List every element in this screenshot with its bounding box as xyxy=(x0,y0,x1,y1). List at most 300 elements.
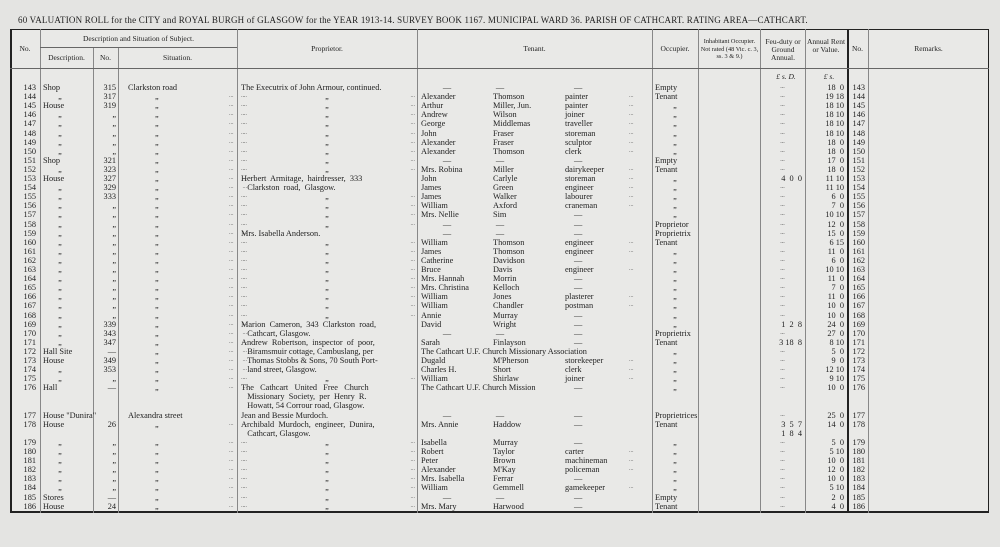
row-number-right: 163 xyxy=(852,265,865,274)
description: „ xyxy=(58,192,62,202)
table-row xyxy=(0,265,1000,274)
street-number: 353 xyxy=(103,365,116,375)
tenant-occupation: — xyxy=(574,337,583,347)
tenant-surname: — xyxy=(495,228,505,238)
row-number-right: 184 xyxy=(852,483,865,493)
street-number: „ xyxy=(112,301,116,311)
row-number: 164 xyxy=(23,274,36,284)
feu-duty: 1 2 8 xyxy=(781,319,802,329)
row-number-right: 152 xyxy=(852,164,865,174)
situation: „ ... xyxy=(155,311,156,320)
row-number-right: 167 xyxy=(852,301,865,311)
header-rule xyxy=(10,68,989,69)
row-number-right: 176 xyxy=(852,383,865,393)
situation: „ ... xyxy=(155,365,156,374)
tenant-surname: Harwood xyxy=(493,501,524,511)
annual-rent: 18 0 xyxy=(827,137,844,147)
row-number-right: 161 xyxy=(852,246,865,256)
proprietor: Cathcart, Glasgow. xyxy=(241,328,311,338)
tenant-surname: Murray xyxy=(493,437,518,447)
table-row xyxy=(0,274,1000,283)
description: House xyxy=(43,174,65,183)
tenant-surname: Fraser xyxy=(493,137,514,147)
tenant-surname: — xyxy=(495,328,505,338)
table-row xyxy=(0,83,1000,92)
proprietor-ditto: ... „ ... xyxy=(237,438,417,447)
row-number: 144 xyxy=(23,92,36,102)
annual-rent: 25 0 xyxy=(827,410,844,420)
situation: „ ... xyxy=(155,210,156,219)
description: Hall Site xyxy=(43,346,73,356)
row-number-right: 160 xyxy=(852,237,865,247)
row-number-right: 178 xyxy=(852,419,865,429)
tenant-surname: Walker xyxy=(493,192,517,202)
header-situation: Situation. xyxy=(163,53,192,62)
description: House "Dunira" xyxy=(43,410,97,420)
tenant-occupation: labourer ... xyxy=(565,192,645,201)
table-row xyxy=(0,311,1000,320)
table-row xyxy=(0,383,1000,410)
occupier-status: Empty xyxy=(655,492,678,502)
table-row xyxy=(0,447,1000,456)
street-number: 26 xyxy=(107,419,116,429)
description: „ xyxy=(58,465,62,475)
tenant-surname: Finlayson xyxy=(493,337,526,347)
tenant-first-name: William xyxy=(421,237,448,247)
row-number-right: 172 xyxy=(852,346,865,356)
annual-rent: 12 0 xyxy=(827,219,844,229)
tenant-surname: Sim xyxy=(493,210,507,220)
tenant-surname: — xyxy=(495,83,505,92)
proprietor-ditto: ... „ ... xyxy=(237,301,417,310)
table-row xyxy=(0,474,1000,483)
tenant-first-name: Dugald xyxy=(421,356,446,365)
row-number: 169 xyxy=(23,319,36,329)
street-number: „ xyxy=(112,110,116,120)
situation: „ ... xyxy=(155,274,156,283)
situation: „ ... xyxy=(155,329,156,338)
row-number: 166 xyxy=(23,292,36,302)
situation: „ ... xyxy=(155,502,156,511)
feu-duty: ... xyxy=(780,329,785,336)
table-row xyxy=(0,483,1000,492)
feu-duty: 3 18 8 xyxy=(779,337,802,347)
tenant-surname: Davis xyxy=(493,265,513,274)
table-row xyxy=(0,256,1000,265)
occupier-status: „ xyxy=(673,246,677,256)
description: „ xyxy=(58,237,62,247)
street-number: „ xyxy=(112,474,116,484)
tenant-surname: Carlyle xyxy=(493,174,518,183)
annual-rent: 11 0 xyxy=(827,246,844,256)
row-number: 163 xyxy=(23,265,36,274)
proprietor: Jean and Bessie Murdoch. xyxy=(241,410,329,420)
annual-rent: 18 0 xyxy=(827,164,844,174)
feu-duty: ... xyxy=(780,129,785,136)
row-number: 162 xyxy=(23,255,36,265)
street-number: 347 xyxy=(103,337,116,347)
row-number-right: 149 xyxy=(852,137,865,147)
proprietor: Cathcart, Glasgow. xyxy=(241,428,311,438)
description: „ xyxy=(58,437,62,447)
street-number: 349 xyxy=(103,356,116,365)
annual-rent: 10 0 xyxy=(827,301,844,311)
situation: „ ... xyxy=(155,283,156,292)
annual-rent: 11 0 xyxy=(827,274,844,284)
table-row xyxy=(0,101,1000,110)
table-row xyxy=(0,283,1000,292)
feu-duty: ... xyxy=(780,102,785,109)
feu-duty: ... xyxy=(780,457,785,464)
situation: „ ... xyxy=(155,474,156,483)
tenant-surname: Morrin xyxy=(493,274,517,284)
row-number: 149 xyxy=(23,137,36,147)
row-number: 165 xyxy=(23,283,36,293)
proprietor-ditto: ... „ ... xyxy=(237,220,417,229)
tenant-first-name: Andrew xyxy=(421,110,448,120)
proprietor: Biramsmuir cottage, Cambuslang, per xyxy=(241,346,374,356)
tenant-occupation: storekeeper ... xyxy=(565,356,645,365)
street-number: 327 xyxy=(103,174,116,183)
tenant-first-name: William xyxy=(421,201,448,211)
feu-duty: ... xyxy=(780,84,785,90)
feu-duty: ... xyxy=(780,311,785,318)
tenant-surname: Axford xyxy=(493,201,517,211)
feu-duty: ... xyxy=(780,275,785,282)
feu-duty: ... xyxy=(780,229,785,236)
occupier-status: „ xyxy=(673,374,677,384)
situation: „ ... xyxy=(155,383,156,392)
table-row xyxy=(0,329,1000,338)
feu-duty: ... xyxy=(780,120,785,127)
occupier-status: „ xyxy=(673,310,677,320)
situation: „ ... xyxy=(155,292,156,301)
row-number: 143 xyxy=(23,83,36,92)
proprietor-ditto: ... „ ... xyxy=(237,238,417,247)
tenant-occupation: gamekeeper ... xyxy=(565,483,645,492)
description: House xyxy=(43,501,65,511)
table-row xyxy=(0,493,1000,502)
feu-duty: ... xyxy=(780,247,785,254)
description: „ xyxy=(58,301,62,311)
description: „ xyxy=(58,228,62,238)
feu-duty: ... xyxy=(780,184,785,191)
tenant-occupation: — xyxy=(574,383,583,393)
proprietor-ditto: ... „ ... xyxy=(237,374,417,383)
header-description-group: Description and Situation of Subject. xyxy=(82,34,195,43)
row-number: 183 xyxy=(23,474,36,484)
description: „ xyxy=(58,474,62,484)
feu-duty: ... xyxy=(780,256,785,263)
table-row xyxy=(0,156,1000,165)
annual-rent: 7 0 xyxy=(831,283,844,293)
description: „ xyxy=(58,374,62,384)
annual-rent: 18 10 xyxy=(825,110,844,120)
description: „ xyxy=(58,137,62,147)
street-number: 343 xyxy=(103,328,116,338)
tenant-occupation: joiner ... xyxy=(565,374,645,383)
tenant-first-name: Arthur xyxy=(421,101,444,111)
proprietor-ditto: ... „ ... xyxy=(237,201,417,210)
header-remarks: Remarks. xyxy=(914,44,943,53)
tenant-occupation: painter ... xyxy=(565,92,645,101)
annual-rent: 15 0 xyxy=(827,228,844,238)
feu-duty: ... xyxy=(780,502,785,509)
row-number-right: 181 xyxy=(852,456,865,466)
feu-duty: ... xyxy=(780,466,785,473)
row-number: 154 xyxy=(23,183,36,193)
row-number: 158 xyxy=(23,219,36,229)
row-number-right: 179 xyxy=(852,437,865,447)
row-number: 171 xyxy=(23,337,36,347)
row-number: 175 xyxy=(23,374,36,384)
situation: „ ... xyxy=(155,356,156,365)
tenant-occupation: — xyxy=(574,155,583,165)
occupier-status: „ xyxy=(673,474,677,484)
row-number-right: 148 xyxy=(852,128,865,138)
occupier-status: Proprietor xyxy=(655,219,689,229)
annual-rent: 11 10 xyxy=(825,183,844,193)
row-number: 150 xyxy=(23,146,36,156)
tenant-surname: Fraser xyxy=(493,128,514,138)
tenant-occupation: engineer ... xyxy=(565,247,645,256)
tenant-occupation: postman ... xyxy=(565,301,645,310)
situation: „ ... xyxy=(155,438,156,447)
row-number: 177 xyxy=(23,410,36,420)
annual-rent: 10 0 xyxy=(827,474,844,484)
feu-duty: ... xyxy=(780,438,785,445)
occupier-status: Tenant xyxy=(655,419,678,429)
situation: „ ... xyxy=(155,201,156,210)
tenant-first-name: James xyxy=(421,192,442,202)
occupier-status: Tenant xyxy=(655,337,678,347)
row-number-right: 165 xyxy=(852,283,865,293)
tenant-occupation: — xyxy=(574,228,583,238)
annual-rent: 6 0 xyxy=(831,192,844,202)
table-row xyxy=(0,129,1000,138)
tenant-first-name: William xyxy=(421,483,448,493)
row-number-right: 182 xyxy=(852,465,865,475)
proprietor: Herbert Armitage, hairdresser, 333 xyxy=(241,174,363,183)
header-annual-rent: Annual Rent or Value. xyxy=(806,37,846,54)
tenant-surname: Jones xyxy=(493,292,512,302)
proprietor-ditto: ... „ ... xyxy=(237,119,417,128)
occupier-status: „ xyxy=(673,283,677,293)
occupier-status: „ xyxy=(673,383,677,393)
street-number: „ xyxy=(112,246,116,256)
situation: „ ... xyxy=(155,456,156,465)
occupier-status: „ xyxy=(673,456,677,466)
tenant-occupation: — xyxy=(574,437,583,447)
description: „ xyxy=(58,328,62,338)
tenant-occupation: engineer ... xyxy=(565,183,645,192)
tenant-first-name: — xyxy=(442,83,452,92)
tenant-occupation: carter ... xyxy=(565,447,645,456)
street-number: — xyxy=(107,383,116,393)
table-row xyxy=(0,411,1000,420)
table-row xyxy=(0,438,1000,447)
feu-duty: ... xyxy=(780,147,785,154)
feu-duty: 1 8 4 xyxy=(781,428,802,438)
situation: „ ... xyxy=(155,238,156,247)
situation: „ ... xyxy=(155,465,156,474)
tenant-first-name: Charles H. xyxy=(421,365,457,375)
tenant-surname: Miller xyxy=(493,164,514,174)
header-number: No. xyxy=(99,53,112,62)
tenant-first-name: Mrs. Mary xyxy=(421,501,457,511)
situation: „ ... xyxy=(155,447,156,456)
table-row xyxy=(0,165,1000,174)
row-number: 146 xyxy=(23,110,36,120)
feu-duty: ... xyxy=(780,165,785,172)
street-number: 315 xyxy=(103,83,116,92)
street-number: „ xyxy=(112,447,116,456)
row-number: 159 xyxy=(23,228,36,238)
description: „ xyxy=(58,483,62,493)
tenant-occupation: plasterer ... xyxy=(565,292,645,301)
row-number: 148 xyxy=(23,128,36,138)
tenant-occupation: — xyxy=(574,274,583,284)
description: „ xyxy=(58,310,62,320)
occupier-status: Proprietrix xyxy=(655,228,691,238)
tenant-surname: — xyxy=(495,219,505,229)
header-no: No. xyxy=(19,44,31,53)
description: „ xyxy=(58,283,62,293)
street-number: „ xyxy=(112,456,116,466)
proprietor: Howatt, 54 Corrour road, Glasgow. xyxy=(241,401,365,411)
tenant-first-name: Mrs. Isabella xyxy=(421,474,465,484)
row-number-right: 151 xyxy=(852,155,865,165)
tenant-surname: — xyxy=(495,492,505,502)
row-number-right: 177 xyxy=(852,410,865,420)
situation: „ ... xyxy=(155,301,156,310)
feu-duty: ... xyxy=(780,484,785,491)
tenant-occupation: clerk ... xyxy=(565,365,645,374)
occupier-status: „ xyxy=(673,292,677,302)
row-number: 155 xyxy=(23,192,36,202)
table-row xyxy=(0,320,1000,329)
proprietor: The Cathcart United Free Church xyxy=(241,383,369,393)
tenant-surname: Wilson xyxy=(493,110,517,120)
street-number: 329 xyxy=(103,183,116,193)
proprietor-ditto: ... „ ... xyxy=(237,165,417,174)
occupier-status: Empty xyxy=(655,155,678,165)
description: „ xyxy=(58,255,62,265)
occupier-status: „ xyxy=(673,346,677,356)
tenant-surname: Green xyxy=(493,183,514,193)
header-description: Description. xyxy=(48,53,85,62)
street-number: „ xyxy=(112,310,116,320)
proprietor: Archibald Murdoch, engineer, Dunira, xyxy=(241,419,375,429)
tenant-surname: Brown xyxy=(493,456,516,466)
tenant-occupation: — xyxy=(574,210,583,220)
tenant-first-name: Annie xyxy=(421,310,442,320)
table-row xyxy=(0,174,1000,183)
tenant-surname: Thomson xyxy=(493,146,525,156)
row-number: 168 xyxy=(23,310,36,320)
row-number-right: 169 xyxy=(852,319,865,329)
tenant-surname: — xyxy=(495,155,505,165)
row-number-right: 155 xyxy=(852,192,865,202)
table-row xyxy=(0,456,1000,465)
street-number: — xyxy=(107,346,116,356)
row-number: 160 xyxy=(23,237,36,247)
proprietor: Thomas Stobbs & Sons, 70 South Port- xyxy=(241,356,378,365)
street-number: „ xyxy=(112,210,116,220)
situation: „ ... xyxy=(155,338,156,347)
tenant-first-name: William xyxy=(421,292,448,302)
annual-rent: 10 10 xyxy=(825,210,844,220)
street-number: „ xyxy=(112,483,116,493)
street-number: „ xyxy=(112,137,116,147)
street-number: 24 xyxy=(107,501,116,511)
feu-duty: ... xyxy=(780,111,785,118)
tenant-first-name: Peter xyxy=(421,456,439,466)
occupier-status: „ xyxy=(673,183,677,193)
situation: „ ... xyxy=(155,229,156,238)
occupier-status: Proprietrix xyxy=(655,328,691,338)
rent-units-label: £ s. xyxy=(823,72,835,81)
tenant-first-name: Alexander xyxy=(421,465,456,475)
description: House xyxy=(43,356,65,365)
row-number-right: 173 xyxy=(852,356,865,365)
tenant-surname: Murray xyxy=(493,310,518,320)
row-number: 184 xyxy=(23,483,36,493)
annual-rent: 9 0 xyxy=(831,356,844,365)
description: „ xyxy=(58,110,62,120)
proprietor-ditto: ... „ ... xyxy=(237,493,417,502)
row-number-right: 147 xyxy=(852,119,865,129)
occupier-status: „ xyxy=(673,174,677,183)
street-number: „ xyxy=(112,146,116,156)
tenant-occupation: engineer ... xyxy=(565,238,645,247)
occupier-status: „ xyxy=(673,319,677,329)
tenant-first-name: Alexander xyxy=(421,137,456,147)
tenant-first-name: Mrs. Annie xyxy=(421,419,459,429)
row-number: 178 xyxy=(23,419,36,429)
tenant-occupation: craneman ... xyxy=(565,201,645,210)
tenant-first-name: David xyxy=(421,319,442,329)
description: „ xyxy=(58,246,62,256)
tenant-occupation: — xyxy=(574,501,583,511)
tenant-first-name: James xyxy=(421,183,442,193)
row-number-right: 164 xyxy=(852,274,865,284)
tenant-surname: Miller, Jun. xyxy=(493,101,532,111)
description: „ xyxy=(58,183,62,193)
situation: „ ... xyxy=(155,493,156,502)
occupier-status: „ xyxy=(673,447,677,456)
situation: „ ... xyxy=(155,183,156,192)
row-number: 179 xyxy=(23,437,36,447)
table-row xyxy=(0,238,1000,247)
annual-rent: 5 0 xyxy=(831,346,844,356)
header-proprietor: Proprietor. xyxy=(311,44,343,53)
tenant-first-name: — xyxy=(442,228,452,238)
annual-rent: 18 0 xyxy=(827,146,844,156)
row-number: 152 xyxy=(23,164,36,174)
feu-duty: ... xyxy=(780,475,785,482)
header-inhabitant-occupier: Inhabitant Occupier. Not rated (48 Vic. c. 3, ss. 3 & 9.) xyxy=(700,38,759,60)
description: „ xyxy=(58,146,62,156)
tenant-surname: Ferrar xyxy=(493,474,514,484)
proprietor-ditto: ... „ ... xyxy=(237,292,417,301)
occupier-status: „ xyxy=(673,483,677,493)
annual-rent: 18 10 xyxy=(825,128,844,138)
tenant-first-name: Mrs. Christina xyxy=(421,283,469,293)
table-row xyxy=(0,465,1000,474)
feu-units-label: £ s. D. xyxy=(776,72,796,81)
description: „ xyxy=(58,292,62,302)
